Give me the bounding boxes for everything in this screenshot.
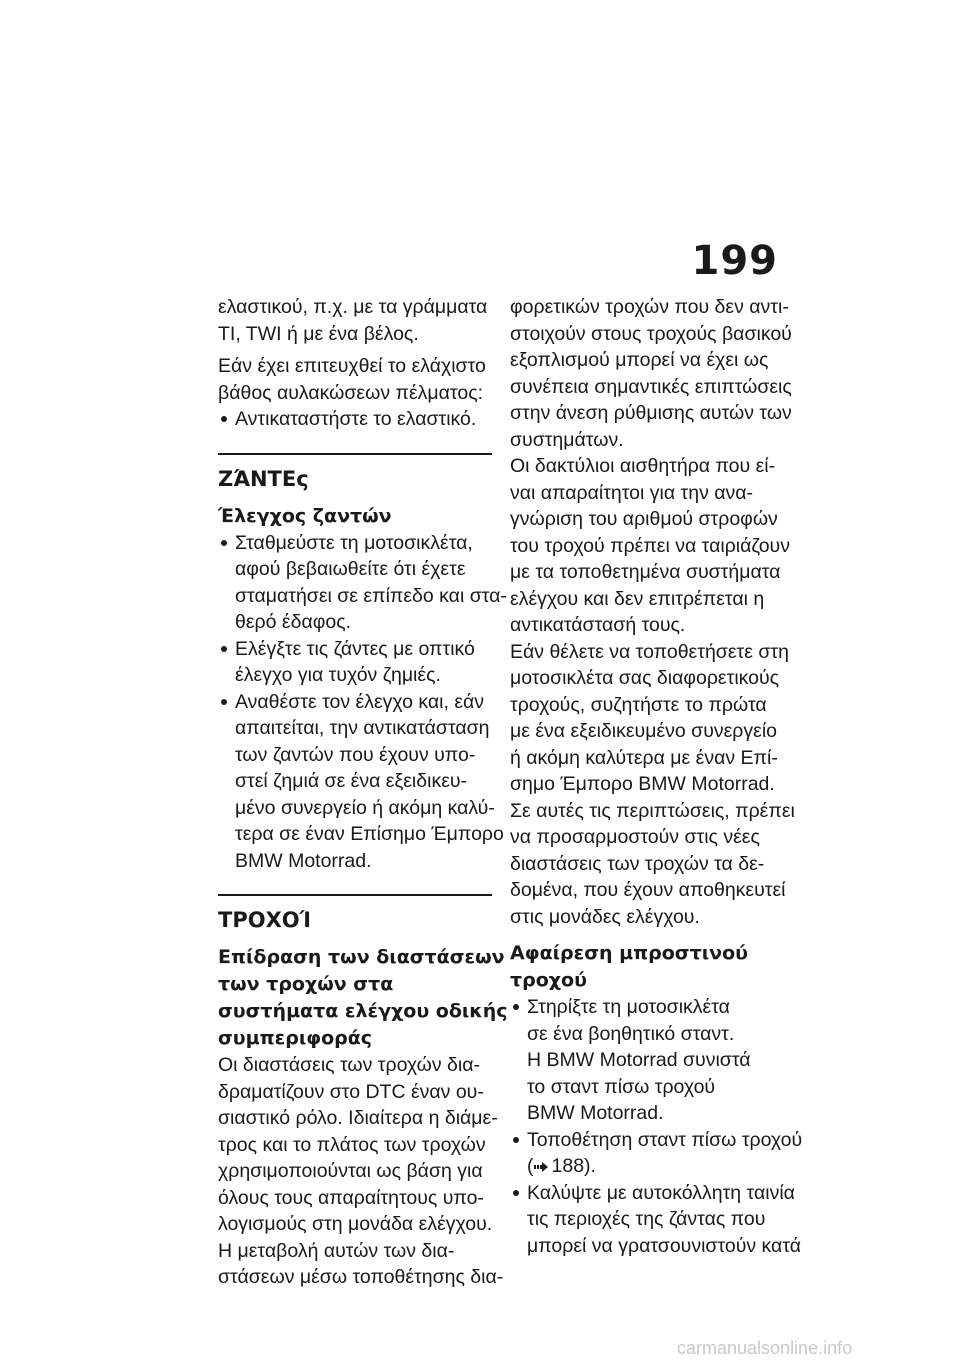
text-line: του τροχού πρέπει να ταιριάζουν (510, 534, 790, 557)
paragraph (510, 453, 790, 639)
text-line: λογισμούς στη μονάδα ελέγχου. (218, 1213, 493, 1235)
subheading-rim-check: Έλεγχος ζαντών (218, 504, 392, 527)
paragraph (510, 639, 789, 798)
text-line: τερα σε έναν Επίσημο Έμπορο (235, 823, 504, 845)
text-line: Η BMW Motorrad συνιστά (527, 1049, 751, 1071)
text-line: γνώριση του αριθμού στροφών (510, 508, 778, 530)
text-line: το σταντ πίσω τροχού (527, 1075, 716, 1098)
text-line: στην άνεση ρύθμισης αυτών των (510, 402, 792, 424)
text-line: δομένα, που έχουν αποθηκευτεί (510, 879, 786, 901)
text-line: διαστάσεις των τροχών τα δε- (510, 852, 765, 875)
subheading-wheel-dimensions (218, 944, 508, 1052)
page-reference[interactable]: 188). (551, 1155, 596, 1177)
section-divider (218, 453, 492, 455)
text-line: εξοπλισμού μπορεί να έχει ως (510, 349, 769, 371)
text-line: φορετικών τροχών που δεν αντι- (510, 296, 789, 318)
bullet-item (218, 530, 507, 636)
text-line: Τοποθέτηση σταντ πίσω τροχού (527, 1128, 803, 1151)
text-line: σε ένα βοηθητικό σταντ. (527, 1022, 735, 1045)
text-line: στις μονάδες ελέγχου. (510, 905, 700, 928)
text-line: BMW Motorrad. (235, 849, 372, 872)
page-number: 199 (691, 238, 778, 284)
text-line: Καλύψτε με αυτοκόλλητη ταινία (527, 1181, 795, 1204)
section-divider (218, 894, 492, 896)
heading-line: συμπεριφοράς (218, 1027, 373, 1049)
paragraph (218, 294, 492, 347)
watermark-footer: carmanualsonline.info (677, 1338, 853, 1358)
text-line: βάθος αυλακώσεων πέλματος: (218, 381, 484, 404)
text-line: ελέγχου και δεν επιτρέπεται η (510, 587, 765, 610)
text-line: όλους τους απαραίτητους υπο- (218, 1186, 484, 1209)
section-heading-rims: ΖΆΝΤΕς (218, 466, 309, 491)
text-line: με ένα εξειδικευμένο συνεργείο (510, 720, 778, 742)
text-line: θερό έδαφος. (235, 611, 352, 633)
paragraph (218, 1052, 504, 1291)
section-heading-wheels: ΤΡΟΧΟΊ (218, 908, 312, 932)
bullet-item (510, 994, 785, 1127)
text-line: σημο Έμπορο BMW Motorrad. (510, 773, 775, 795)
text-line: TI, TWI ή με ένα βέλος. (218, 322, 419, 345)
page-reference-arrow-icon (534, 1154, 548, 1166)
text-line: ναι απαραίτητοι για την ανα- (510, 481, 754, 504)
text-line: στεί ζημιά σε ένα εξειδικευ- (235, 770, 468, 792)
text-line: μοτοσικλέτα σας διαφορετικούς (510, 667, 780, 689)
text-line: αφού βεβαιωθείτε ότι έχετε (235, 558, 466, 580)
text-line: τις περιοχές της ζάντας που (527, 1208, 766, 1230)
text-line: τρος και το πλάτος των τροχών (218, 1133, 486, 1156)
heading-line: τροχού (510, 969, 587, 991)
text-line: συστημάτων. (510, 428, 624, 451)
text-line: χρησιμοποιούνται ως βάση για (218, 1160, 483, 1182)
text-line: συνέπεια σημαντικές επιπτώσεις (510, 375, 792, 398)
text-line: σιαστικό ρόλο. Ιδιαίτερα η διάμε- (218, 1107, 498, 1129)
text-line: στοιχούν στους τροχούς βασικού (510, 322, 792, 345)
text-line: Ελέγξτε τις ζάντες με οπτικό (235, 637, 475, 660)
text-line: Εάν θέλετε να τοποθετήσετε στη (510, 640, 789, 663)
text-line: στάσεων μέσω τοποθέτησης δια- (218, 1266, 504, 1288)
heading-line: των τροχών στα (218, 973, 394, 995)
heading-line: Επίδραση των διαστάσεων (218, 946, 505, 968)
bullet-item (218, 636, 492, 689)
text-line: απαιτείται, την αντικατάσταση (235, 717, 490, 739)
text-line: ( 188). (527, 1155, 596, 1177)
right-column (510, 294, 803, 1259)
text-line: Αναθέστε τον έλεγχο και, εάν (235, 690, 485, 713)
text-line: με τα τοποθετημένα συστήματα (510, 561, 781, 583)
text-line: τροχούς, συζητήστε το πρώτα (510, 693, 767, 716)
bullet-item: Αντικαταστήστε το ελαστικό. (218, 406, 492, 433)
paragraph (510, 798, 795, 931)
text-line: ελαστικού, π.χ. με τα γράμματα (218, 296, 488, 318)
text-line: έλεγχο για τυχόν ζημιές. (235, 664, 441, 686)
bullet-item (510, 1127, 803, 1180)
text-line: ή ακόμη καλύτερα με έναν Επί- (510, 746, 778, 769)
text-line: δραματίζουν στο DTC έναν ου- (218, 1080, 484, 1103)
paragraph (218, 353, 492, 406)
text-line: Εάν έχει επιτευχθεί το ελάχιστο (218, 355, 486, 377)
bullet-item (218, 689, 504, 875)
text-line: Σε αυτές τις περιπτώσεις, πρέπει (510, 799, 795, 822)
text-line: μένο συνεργείο ή ακόμη καλύ- (235, 796, 495, 819)
text-line: των ζαντών που έχουν υπο- (235, 743, 476, 766)
heading-line: Αφαίρεση μπροστινού (510, 942, 748, 964)
text-line: Σταθμεύστε τη μοτοσικλέτα, (235, 531, 473, 554)
text-line: Οι διαστάσεις των τροχών δια- (218, 1054, 480, 1076)
bullet-item (510, 1180, 802, 1260)
heading-line: συστήματα ελέγχου οδικής (218, 1000, 508, 1022)
text-line: σταματήσει σε επίπεδο και στα- (235, 584, 507, 607)
text-line: BMW Motorrad. (527, 1102, 664, 1124)
text-line: αντικατάστασή τους. (510, 614, 686, 636)
paragraph (510, 294, 792, 453)
text-line: Η μεταβολή αυτών των δια- (218, 1239, 455, 1262)
text-line: Στηρίξτε τη μοτοσικλέτα (527, 996, 730, 1018)
left-column (218, 294, 508, 1291)
subheading-front-wheel-removal (510, 940, 785, 994)
text-line: να προσαρμοστούν στις νέες (510, 826, 760, 848)
text-line: Οι δακτύλιοι αισθητήρα που εί- (510, 455, 776, 477)
text-line: μπορεί να γρατσουνιστούν κατά (527, 1234, 802, 1257)
